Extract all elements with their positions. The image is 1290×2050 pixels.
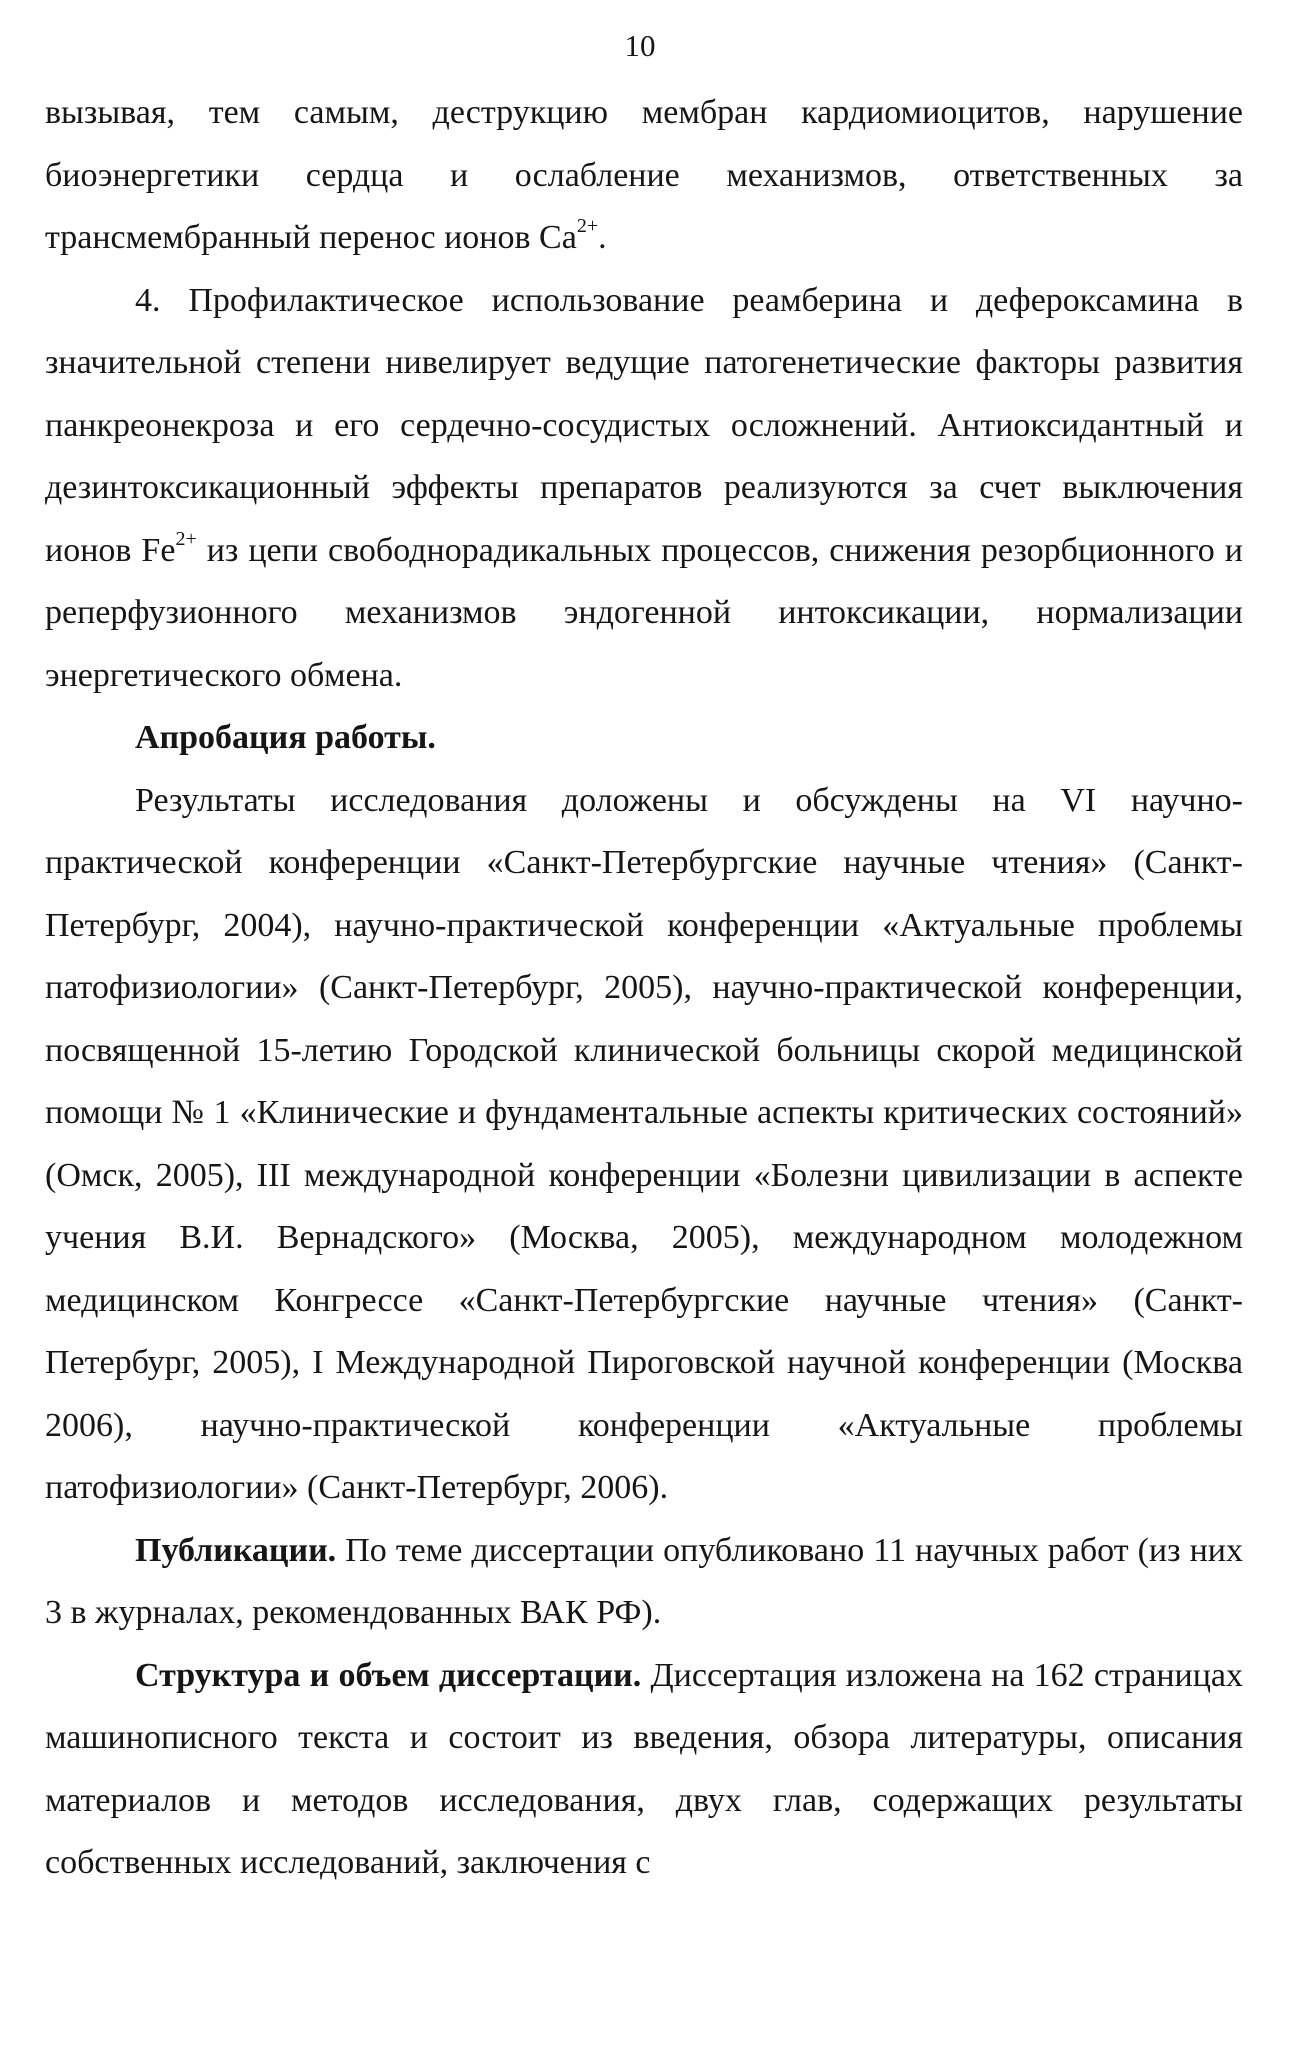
paragraph-text: 4. Профилактическое использование реамберина и дефероксамина в значительной степени нивелирует ведущие патогенетические факторы развития панкреонекроза и его сердечно-сосудистых осложнений. Антиоксидантный и дезинтоксикационный эффекты препаратов реализуются за счет выключения ионов Fe xyxy=(45,281,1243,569)
paragraph-text: Диссертация изложена на 162 страницах машинописного текста и состоит из введения, обзора литературы, описания материалов и методов исследования, двух глав, содержащих результаты собственных исследований, заключения с xyxy=(45,1656,1244,1881)
paragraph-structure xyxy=(45,1645,1243,1895)
paragraph-publications xyxy=(45,1520,1243,1645)
paragraph-text-end: . xyxy=(598,219,607,256)
paragraph-text: По теме диссертации опубликовано 11 научных работ (из них 3 в журналах, рекомендованных ВАК РФ). xyxy=(45,1531,1243,1631)
paragraph-text-end: из цепи свободнорадикальных процессов, снижения резорбционного и реперфузионного механизмов эндогенной интоксикации, нормализации энергетического обмена. xyxy=(45,531,1243,694)
inline-heading-publications: Публикации. xyxy=(135,1531,337,1569)
document-body xyxy=(45,82,1243,1895)
superscript-charge: 2+ xyxy=(576,215,599,237)
paragraph-approbation: Результаты исследования доложены и обсуждены на VI научно-практической конференции «Санкт-Петербургские научные чтения» (Санкт-Петербург, 2004), научно-практической конференции «Актуальные проблемы патофизиологии» (Санкт-Петербург, 2005), научно-практической конференции, посвященной 15-летию Городской клинической больницы скорой медицинской помощи № 1 «Клинические и фундаментальные аспекты критических состояний» (Омск, 2005), III международной конференции «Болезни цивилизации в аспекте учения В.И. Вернадского» (Москва, 2005), международном молодежном медицинском Конгрессе «Санкт-Петербургские научные чтения» (Санкт-Петербург, 2005), I Международной Пироговской научной конференции (Москва 2006), научно-практической конференции «Актуальные проблемы патофизиологии» (Санкт-Петербург, 2006). xyxy=(45,781,1243,1506)
inline-heading-structure: Структура и объем диссертации. xyxy=(135,1656,642,1694)
section-heading-approbation: Апробация работы. xyxy=(135,719,436,756)
page-number: 10 xyxy=(624,28,656,63)
paragraph-cardiomyocytes xyxy=(45,82,1243,270)
superscript-charge: 2+ xyxy=(175,527,197,550)
paragraph-conclusion-4 xyxy=(45,270,1243,708)
paragraph-text: вызывая, тем самым, деструкцию мембран кардиомиоцитов, нарушение биоэнергетики сердца и ослабление механизмов, ответственных за трансмембранный перенос ионов Са xyxy=(45,94,1243,256)
